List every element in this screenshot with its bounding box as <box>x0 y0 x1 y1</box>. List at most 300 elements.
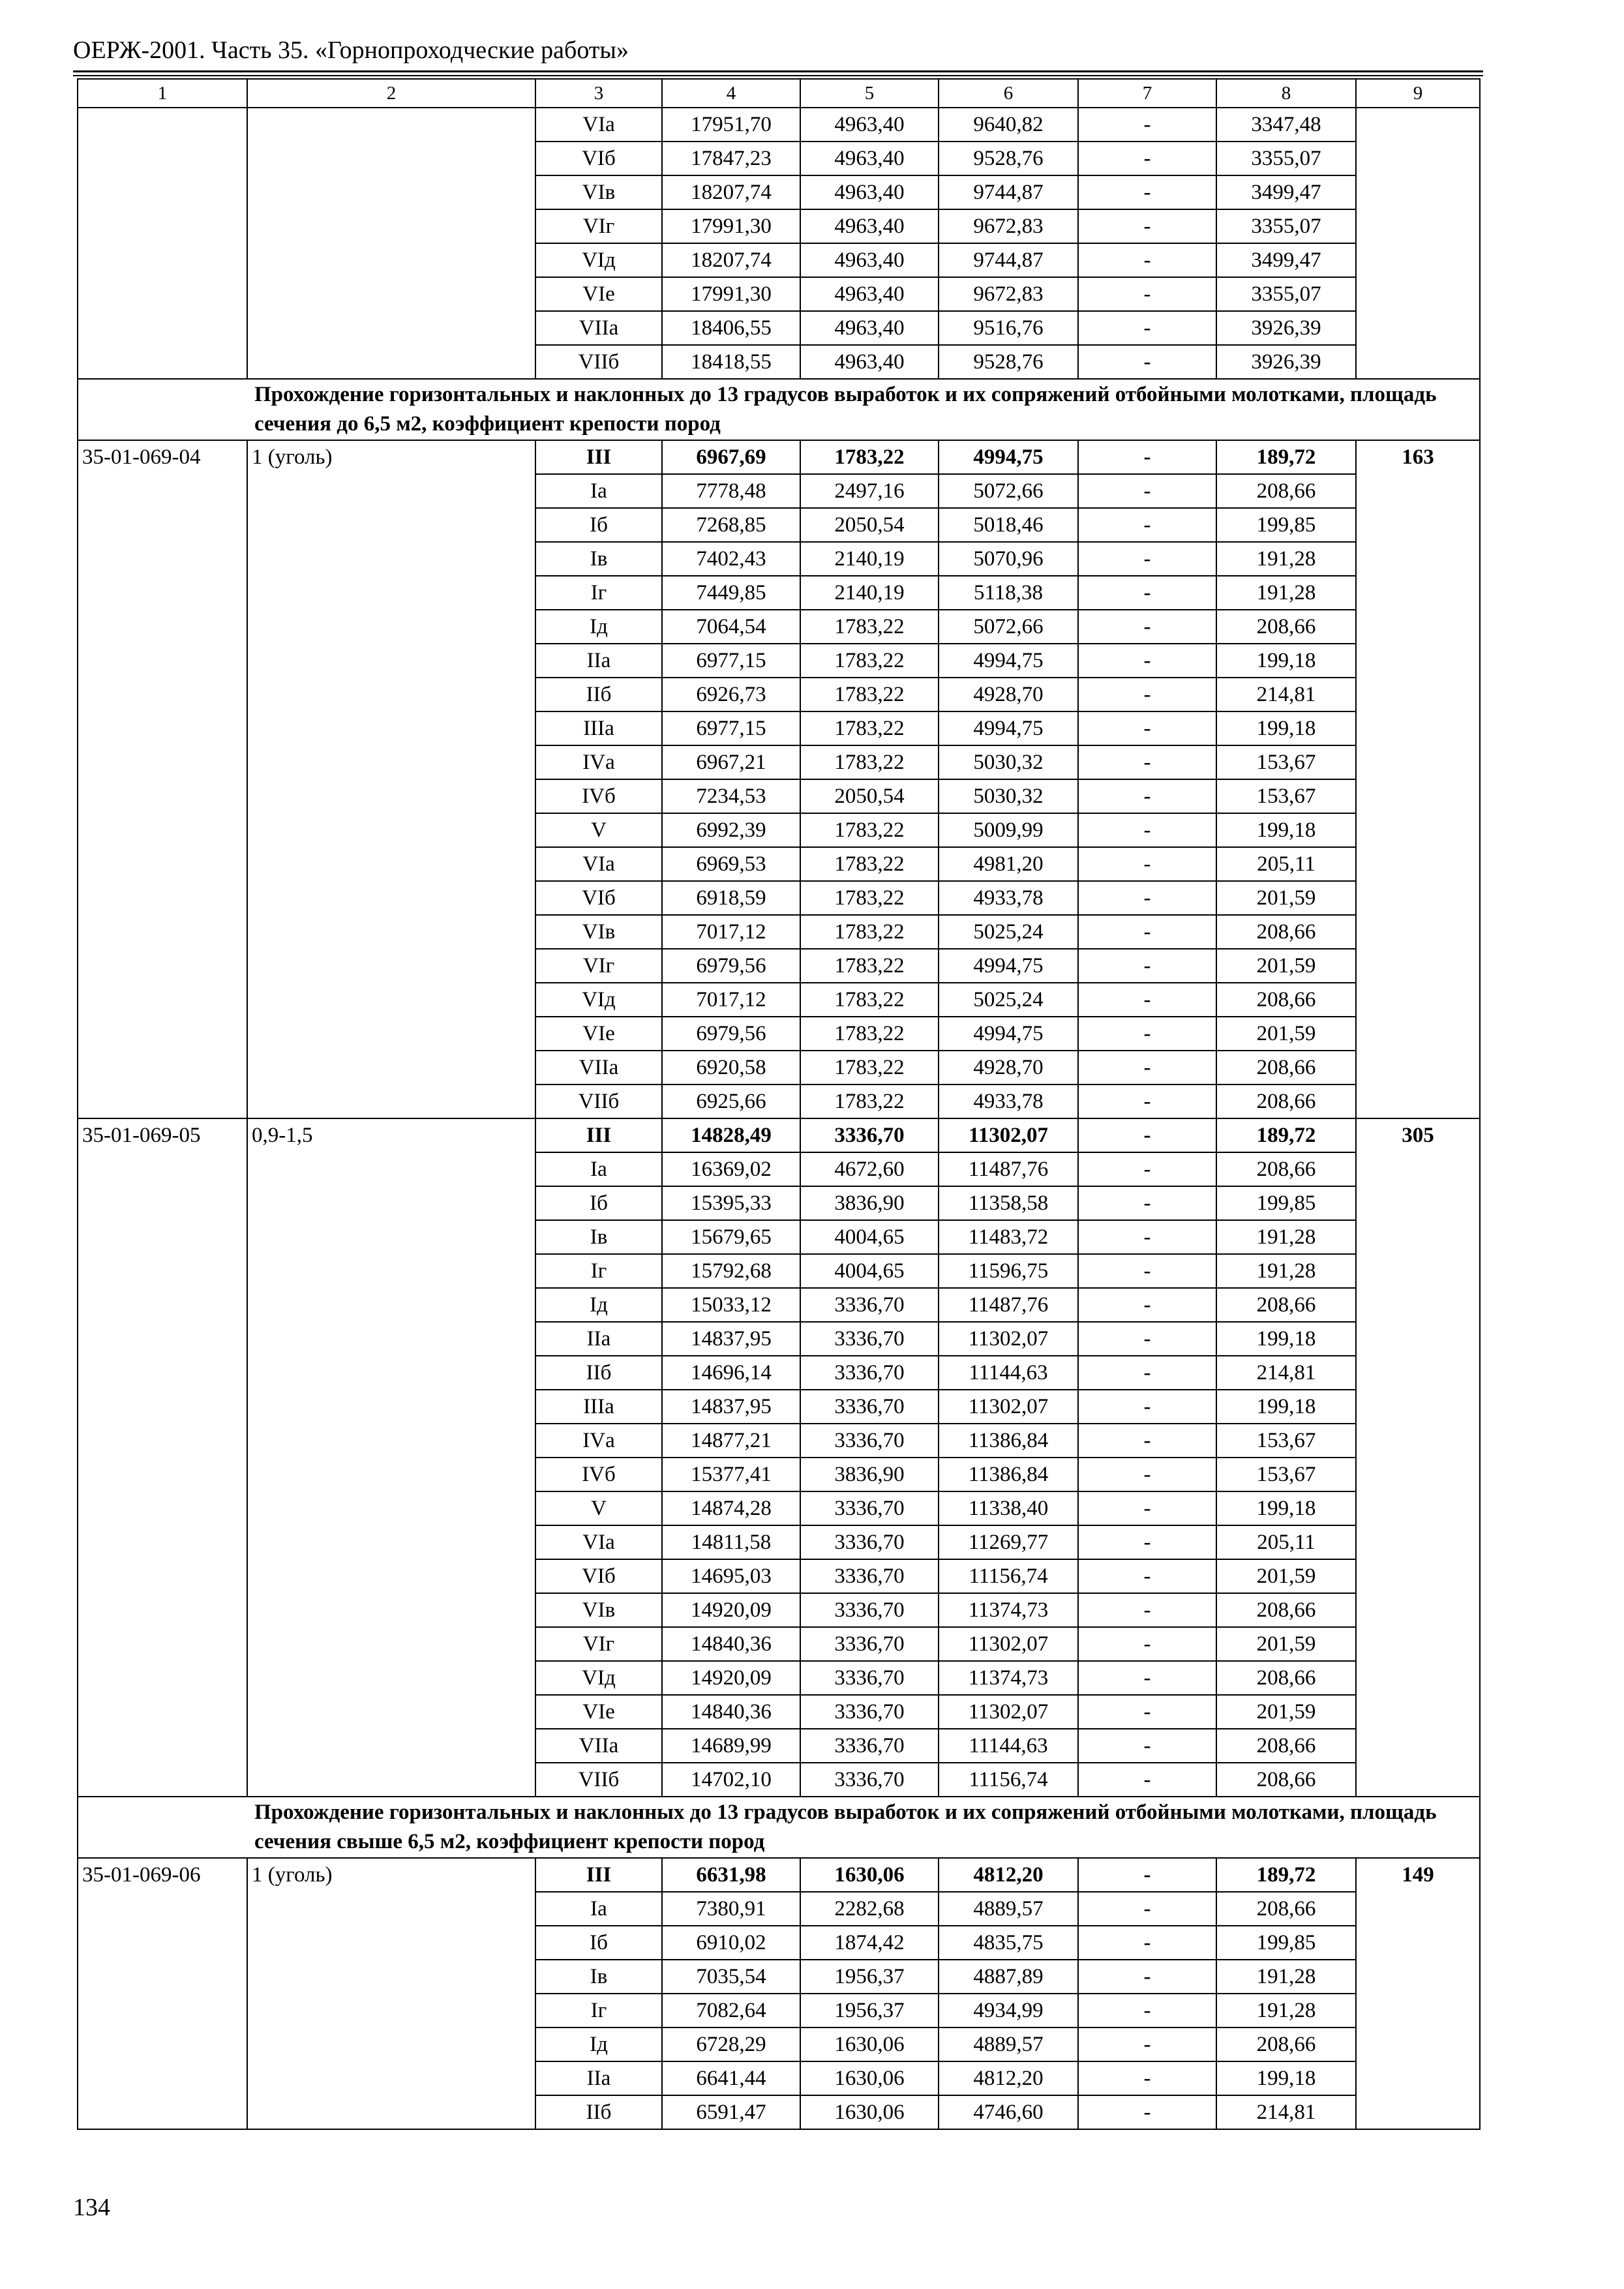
driver-wages-cell: - <box>1078 1051 1216 1085</box>
total-cost-cell: 18207,74 <box>662 243 800 277</box>
machines-cell: 4934,99 <box>939 1994 1078 2027</box>
machines-cell: 4928,70 <box>939 678 1078 711</box>
materials-cell: 208,66 <box>1216 915 1356 949</box>
category-cell: Iг <box>535 576 662 610</box>
category-cell: IIа <box>535 1322 662 1356</box>
column-header-row <box>78 79 1480 108</box>
category-cell: IIа <box>535 644 662 678</box>
category-cell: VIIб <box>535 1763 662 1797</box>
machines-cell: 9528,76 <box>939 345 1078 379</box>
machines-cell: 5018,46 <box>939 508 1078 542</box>
category-cell: III <box>535 1118 662 1152</box>
rate-code: 35-01-069-06 <box>78 1858 247 2129</box>
materials-cell: 208,66 <box>1216 1152 1356 1186</box>
category-cell: VIв <box>535 175 662 209</box>
category-cell: IIб <box>535 678 662 711</box>
total-cost-cell: 15377,41 <box>662 1458 800 1491</box>
total-cost-cell: 18207,74 <box>662 175 800 209</box>
category-cell: Iа <box>535 1152 662 1186</box>
machines-cell: 4994,75 <box>939 949 1078 983</box>
wages-cell: 1783,22 <box>800 745 939 779</box>
wages-cell: 1783,22 <box>800 813 939 847</box>
wages-cell: 2497,16 <box>800 474 939 508</box>
materials-cell: 153,67 <box>1216 779 1356 813</box>
total-cost-cell: 16369,02 <box>662 1152 800 1186</box>
total-cost-cell: 7268,85 <box>662 508 800 542</box>
wages-cell: 1783,22 <box>800 983 939 1017</box>
machines-cell: 11358,58 <box>939 1186 1078 1220</box>
materials-cell: 191,28 <box>1216 1220 1356 1254</box>
driver-wages-cell: - <box>1078 1960 1216 1994</box>
category-cell: IIб <box>535 2095 662 2129</box>
total-cost-cell: 14840,36 <box>662 1695 800 1729</box>
driver-wages-cell: - <box>1078 1926 1216 1960</box>
total-cost-cell: 7778,48 <box>662 474 800 508</box>
category-cell: VIIа <box>535 1729 662 1763</box>
rates-table <box>77 78 1481 2130</box>
wages-cell: 4963,40 <box>800 277 939 311</box>
machines-cell: 4981,20 <box>939 847 1078 881</box>
machines-cell: 11338,40 <box>939 1491 1078 1525</box>
materials-cell: 3355,07 <box>1216 209 1356 243</box>
wages-cell: 2282,68 <box>800 1892 939 1926</box>
materials-cell: 3499,47 <box>1216 175 1356 209</box>
materials-cell: 208,66 <box>1216 1051 1356 1085</box>
category-cell: IVб <box>535 1458 662 1491</box>
machines-cell: 4994,75 <box>939 644 1078 678</box>
total-cost-cell: 6979,56 <box>662 949 800 983</box>
section-title: Прохождение горизонтальных и наклонных до 13 градусов выработок и их сопряжений отбойными молотками, площадь сечения до 6,5 м2, коэффициент крепости пород <box>78 379 1480 440</box>
machines-cell: 4889,57 <box>939 1892 1078 1926</box>
driver-wages-cell: - <box>1078 711 1216 745</box>
total-cost-cell: 6591,47 <box>662 2095 800 2129</box>
total-cost-cell: 17847,23 <box>662 142 800 175</box>
category-cell: VIе <box>535 277 662 311</box>
machines-cell: 4835,75 <box>939 1926 1078 1960</box>
total-cost-cell: 15792,68 <box>662 1254 800 1288</box>
materials-cell: 3926,39 <box>1216 311 1356 345</box>
wages-cell: 3336,70 <box>800 1661 939 1695</box>
category-cell: IVб <box>535 779 662 813</box>
total-cost-cell: 14874,28 <box>662 1491 800 1525</box>
materials-cell: 191,28 <box>1216 542 1356 576</box>
driver-wages-cell: - <box>1078 542 1216 576</box>
wages-cell: 1956,37 <box>800 1994 939 2027</box>
machines-cell: 11374,73 <box>939 1593 1078 1627</box>
total-cost-cell: 6977,15 <box>662 711 800 745</box>
materials-cell: 3499,47 <box>1216 243 1356 277</box>
category-cell: Iа <box>535 1892 662 1926</box>
column-header: 9 <box>1356 79 1480 108</box>
materials-cell: 208,66 <box>1216 1661 1356 1695</box>
rate-parameter <box>247 108 535 379</box>
machines-cell: 11156,74 <box>939 1559 1078 1593</box>
machines-cell: 5030,32 <box>939 779 1078 813</box>
total-cost-cell: 6918,59 <box>662 881 800 915</box>
machines-cell: 11487,76 <box>939 1152 1078 1186</box>
driver-wages-cell: - <box>1078 1254 1216 1288</box>
driver-wages-cell: - <box>1078 1763 1216 1797</box>
category-cell: VIIа <box>535 311 662 345</box>
driver-wages-cell: - <box>1078 610 1216 644</box>
machines-cell: 11144,63 <box>939 1729 1078 1763</box>
materials-cell: 208,66 <box>1216 1288 1356 1322</box>
rate-code <box>78 108 247 379</box>
total-cost-cell: 7035,54 <box>662 1960 800 1994</box>
driver-wages-cell: - <box>1078 1322 1216 1356</box>
driver-wages-cell: - <box>1078 576 1216 610</box>
machines-cell: 11302,07 <box>939 1627 1078 1661</box>
wages-cell: 1783,22 <box>800 644 939 678</box>
driver-wages-cell: - <box>1078 779 1216 813</box>
page-number: 134 <box>73 2194 110 2221</box>
materials-cell: 199,18 <box>1216 2061 1356 2095</box>
category-cell: VIIб <box>535 345 662 379</box>
category-cell: VIIа <box>535 1051 662 1085</box>
materials-cell: 208,66 <box>1216 1763 1356 1797</box>
category-cell: IVа <box>535 1424 662 1458</box>
driver-wages-cell: - <box>1078 1288 1216 1322</box>
category-cell: VIб <box>535 1559 662 1593</box>
category-cell: VIг <box>535 1627 662 1661</box>
driver-wages-cell: - <box>1078 108 1216 142</box>
machines-cell: 11156,74 <box>939 1763 1078 1797</box>
machines-cell: 5025,24 <box>939 915 1078 949</box>
driver-wages-cell: - <box>1078 1491 1216 1525</box>
driver-wages-cell: - <box>1078 311 1216 345</box>
wages-cell: 3336,70 <box>800 1559 939 1593</box>
materials-cell: 208,66 <box>1216 1593 1356 1627</box>
machines-cell: 4933,78 <box>939 881 1078 915</box>
machines-cell: 5025,24 <box>939 983 1078 1017</box>
driver-wages-cell: - <box>1078 915 1216 949</box>
wages-cell: 2140,19 <box>800 576 939 610</box>
materials-cell: 3347,48 <box>1216 108 1356 142</box>
total-cost-cell: 14840,36 <box>662 1627 800 1661</box>
category-cell: VIв <box>535 1593 662 1627</box>
materials-cell: 3355,07 <box>1216 142 1356 175</box>
machines-cell: 4933,78 <box>939 1085 1078 1118</box>
materials-cell: 208,66 <box>1216 1085 1356 1118</box>
total-cost-cell: 7064,54 <box>662 610 800 644</box>
machines-cell: 4746,60 <box>939 2095 1078 2129</box>
materials-cell: 205,11 <box>1216 1525 1356 1559</box>
total-cost-cell: 14696,14 <box>662 1356 800 1390</box>
category-cell: III <box>535 440 662 474</box>
driver-wages-cell: - <box>1078 1458 1216 1491</box>
wages-cell: 2050,54 <box>800 508 939 542</box>
driver-wages-cell: - <box>1078 1892 1216 1926</box>
driver-wages-cell: - <box>1078 277 1216 311</box>
driver-wages-cell: - <box>1078 1593 1216 1627</box>
total-cost-cell: 7449,85 <box>662 576 800 610</box>
category-cell: IIб <box>535 1356 662 1390</box>
category-cell: VIа <box>535 1525 662 1559</box>
category-cell: VIд <box>535 983 662 1017</box>
driver-wages-cell: - <box>1078 2061 1216 2095</box>
category-cell: Iд <box>535 2027 662 2061</box>
machines-cell: 4928,70 <box>939 1051 1078 1085</box>
wages-cell: 4963,40 <box>800 142 939 175</box>
materials-cell: 214,81 <box>1216 678 1356 711</box>
materials-cell: 208,66 <box>1216 2027 1356 2061</box>
wages-cell: 1783,22 <box>800 881 939 915</box>
total-cost-cell: 18418,55 <box>662 345 800 379</box>
driver-wages-cell: - <box>1078 949 1216 983</box>
category-cell: III <box>535 1858 662 1892</box>
driver-wages-cell: - <box>1078 243 1216 277</box>
category-cell: VIг <box>535 949 662 983</box>
total-cost-cell: 6631,98 <box>662 1858 800 1892</box>
total-cost-cell: 7082,64 <box>662 1994 800 2027</box>
category-cell: VIа <box>535 847 662 881</box>
machines-cell: 11374,73 <box>939 1661 1078 1695</box>
category-cell: VIв <box>535 915 662 949</box>
category-cell: IIа <box>535 2061 662 2095</box>
wages-cell: 1783,22 <box>800 711 939 745</box>
category-cell: Iд <box>535 610 662 644</box>
materials-cell: 3926,39 <box>1216 345 1356 379</box>
driver-wages-cell: - <box>1078 2095 1216 2129</box>
machines-cell: 11302,07 <box>939 1695 1078 1729</box>
rate-parameter: 0,9-1,5 <box>247 1118 535 1797</box>
category-cell: V <box>535 1491 662 1525</box>
total-cost-cell: 7017,12 <box>662 983 800 1017</box>
wages-cell: 4963,40 <box>800 345 939 379</box>
wages-cell: 1630,06 <box>800 1858 939 1892</box>
total-cost-cell: 7017,12 <box>662 915 800 949</box>
wages-cell: 3336,70 <box>800 1390 939 1424</box>
materials-cell: 189,72 <box>1216 1118 1356 1152</box>
table-row <box>78 1118 1480 1152</box>
materials-cell: 199,85 <box>1216 508 1356 542</box>
wages-cell: 3336,70 <box>800 1627 939 1661</box>
driver-wages-cell: - <box>1078 1627 1216 1661</box>
rate-code: 35-01-069-05 <box>78 1118 247 1797</box>
total-cost-cell: 6910,02 <box>662 1926 800 1960</box>
wages-cell: 1783,22 <box>800 678 939 711</box>
machines-cell: 9744,87 <box>939 243 1078 277</box>
machines-cell: 5072,66 <box>939 474 1078 508</box>
materials-cell: 208,66 <box>1216 1729 1356 1763</box>
wages-cell: 3336,70 <box>800 1695 939 1729</box>
wages-cell: 4963,40 <box>800 243 939 277</box>
labor-cell: 149 <box>1356 1858 1480 2129</box>
total-cost-cell: 15395,33 <box>662 1186 800 1220</box>
wages-cell: 3336,70 <box>800 1729 939 1763</box>
materials-cell: 199,18 <box>1216 644 1356 678</box>
driver-wages-cell: - <box>1078 1729 1216 1763</box>
machines-cell: 4994,75 <box>939 440 1078 474</box>
section-row <box>78 1797 1480 1858</box>
materials-cell: 153,67 <box>1216 1424 1356 1458</box>
materials-cell: 153,67 <box>1216 1458 1356 1491</box>
category-cell: VIе <box>535 1017 662 1051</box>
machines-cell: 9672,83 <box>939 209 1078 243</box>
driver-wages-cell: - <box>1078 1152 1216 1186</box>
materials-cell: 3355,07 <box>1216 277 1356 311</box>
driver-wages-cell: - <box>1078 1017 1216 1051</box>
machines-cell: 5072,66 <box>939 610 1078 644</box>
driver-wages-cell: - <box>1078 1186 1216 1220</box>
driver-wages-cell: - <box>1078 142 1216 175</box>
driver-wages-cell: - <box>1078 1559 1216 1593</box>
wages-cell: 4963,40 <box>800 311 939 345</box>
table-row <box>78 1858 1480 1892</box>
wages-cell: 3836,90 <box>800 1458 939 1491</box>
category-cell: IIIа <box>535 711 662 745</box>
wages-cell: 3336,70 <box>800 1491 939 1525</box>
wages-cell: 1783,22 <box>800 1051 939 1085</box>
materials-cell: 201,59 <box>1216 1695 1356 1729</box>
column-header: 2 <box>247 79 535 108</box>
materials-cell: 214,81 <box>1216 1356 1356 1390</box>
machines-cell: 9744,87 <box>939 175 1078 209</box>
materials-cell: 199,18 <box>1216 1390 1356 1424</box>
total-cost-cell: 6926,73 <box>662 678 800 711</box>
wages-cell: 1783,22 <box>800 1017 939 1051</box>
header-rule-thin <box>73 75 1483 76</box>
category-cell: Iв <box>535 1960 662 1994</box>
materials-cell: 189,72 <box>1216 440 1356 474</box>
wages-cell: 3336,70 <box>800 1424 939 1458</box>
category-cell: Iв <box>535 1220 662 1254</box>
total-cost-cell: 7234,53 <box>662 779 800 813</box>
driver-wages-cell: - <box>1078 678 1216 711</box>
wages-cell: 4963,40 <box>800 209 939 243</box>
wages-cell: 1783,22 <box>800 1085 939 1118</box>
category-cell: V <box>535 813 662 847</box>
machines-cell: 11144,63 <box>939 1356 1078 1390</box>
materials-cell: 214,81 <box>1216 2095 1356 2129</box>
column-header: 7 <box>1078 79 1216 108</box>
driver-wages-cell: - <box>1078 474 1216 508</box>
category-cell: Iб <box>535 508 662 542</box>
wages-cell: 4963,40 <box>800 175 939 209</box>
column-header: 5 <box>800 79 939 108</box>
rate-parameter: 1 (уголь) <box>247 440 535 1118</box>
total-cost-cell: 6992,39 <box>662 813 800 847</box>
category-cell: VIб <box>535 881 662 915</box>
driver-wages-cell: - <box>1078 1525 1216 1559</box>
category-cell: Iб <box>535 1186 662 1220</box>
machines-cell: 9516,76 <box>939 311 1078 345</box>
machines-cell: 4994,75 <box>939 1017 1078 1051</box>
materials-cell: 153,67 <box>1216 745 1356 779</box>
materials-cell: 199,85 <box>1216 1186 1356 1220</box>
driver-wages-cell: - <box>1078 847 1216 881</box>
total-cost-cell: 14695,03 <box>662 1559 800 1593</box>
machines-cell: 11483,72 <box>939 1220 1078 1254</box>
total-cost-cell: 14828,49 <box>662 1118 800 1152</box>
machines-cell: 5030,32 <box>939 745 1078 779</box>
driver-wages-cell: - <box>1078 1695 1216 1729</box>
total-cost-cell: 17991,30 <box>662 209 800 243</box>
machines-cell: 11596,75 <box>939 1254 1078 1288</box>
materials-cell: 199,85 <box>1216 1926 1356 1960</box>
section-title: Прохождение горизонтальных и наклонных до 13 градусов выработок и их сопряжений отбойными молотками, площадь сечения свыше 6,5 м2, коэффициент крепости пород <box>78 1797 1480 1858</box>
driver-wages-cell: - <box>1078 745 1216 779</box>
total-cost-cell: 14837,95 <box>662 1390 800 1424</box>
total-cost-cell: 6728,29 <box>662 2027 800 2061</box>
materials-cell: 201,59 <box>1216 881 1356 915</box>
materials-cell: 201,59 <box>1216 1559 1356 1593</box>
materials-cell: 199,18 <box>1216 711 1356 745</box>
total-cost-cell: 14877,21 <box>662 1424 800 1458</box>
materials-cell: 199,18 <box>1216 1322 1356 1356</box>
driver-wages-cell: - <box>1078 508 1216 542</box>
driver-wages-cell: - <box>1078 881 1216 915</box>
total-cost-cell: 14920,09 <box>662 1661 800 1695</box>
driver-wages-cell: - <box>1078 1118 1216 1152</box>
driver-wages-cell: - <box>1078 2027 1216 2061</box>
total-cost-cell: 18406,55 <box>662 311 800 345</box>
total-cost-cell: 6967,69 <box>662 440 800 474</box>
driver-wages-cell: - <box>1078 1220 1216 1254</box>
wages-cell: 3336,70 <box>800 1288 939 1322</box>
machines-cell: 11269,77 <box>939 1525 1078 1559</box>
rate-code: 35-01-069-04 <box>78 440 247 1118</box>
driver-wages-cell: - <box>1078 644 1216 678</box>
driver-wages-cell: - <box>1078 813 1216 847</box>
wages-cell: 1630,06 <box>800 2061 939 2095</box>
category-cell: VIа <box>535 108 662 142</box>
total-cost-cell: 7402,43 <box>662 542 800 576</box>
machines-cell: 5118,38 <box>939 576 1078 610</box>
materials-cell: 208,66 <box>1216 983 1356 1017</box>
machines-cell: 11487,76 <box>939 1288 1078 1322</box>
machines-cell: 9640,82 <box>939 108 1078 142</box>
total-cost-cell: 14702,10 <box>662 1763 800 1797</box>
driver-wages-cell: - <box>1078 1390 1216 1424</box>
machines-cell: 5070,96 <box>939 542 1078 576</box>
machines-cell: 4889,57 <box>939 2027 1078 2061</box>
table-row <box>78 440 1480 474</box>
wages-cell: 1783,22 <box>800 440 939 474</box>
total-cost-cell: 15033,12 <box>662 1288 800 1322</box>
driver-wages-cell: - <box>1078 345 1216 379</box>
materials-cell: 208,66 <box>1216 1892 1356 1926</box>
wages-cell: 4963,40 <box>800 108 939 142</box>
machines-cell: 11302,07 <box>939 1118 1078 1152</box>
materials-cell: 208,66 <box>1216 610 1356 644</box>
driver-wages-cell: - <box>1078 1085 1216 1118</box>
labor-cell <box>1356 108 1480 379</box>
total-cost-cell: 6920,58 <box>662 1051 800 1085</box>
wages-cell: 1630,06 <box>800 2095 939 2129</box>
wages-cell: 1956,37 <box>800 1960 939 1994</box>
wages-cell: 1783,22 <box>800 847 939 881</box>
machines-cell: 11386,84 <box>939 1458 1078 1491</box>
table-row <box>78 108 1480 142</box>
column-header: 1 <box>78 79 247 108</box>
wages-cell: 4672,60 <box>800 1152 939 1186</box>
category-cell: Iа <box>535 474 662 508</box>
materials-cell: 191,28 <box>1216 1960 1356 1994</box>
wages-cell: 3836,90 <box>800 1186 939 1220</box>
driver-wages-cell: - <box>1078 440 1216 474</box>
total-cost-cell: 6979,56 <box>662 1017 800 1051</box>
wages-cell: 1874,42 <box>800 1926 939 1960</box>
total-cost-cell: 17951,70 <box>662 108 800 142</box>
total-cost-cell: 6925,66 <box>662 1085 800 1118</box>
total-cost-cell: 6641,44 <box>662 2061 800 2095</box>
category-cell: IIIа <box>535 1390 662 1424</box>
machines-cell: 4887,89 <box>939 1960 1078 1994</box>
driver-wages-cell: - <box>1078 209 1216 243</box>
category-cell: VIIб <box>535 1085 662 1118</box>
category-cell: Iд <box>535 1288 662 1322</box>
